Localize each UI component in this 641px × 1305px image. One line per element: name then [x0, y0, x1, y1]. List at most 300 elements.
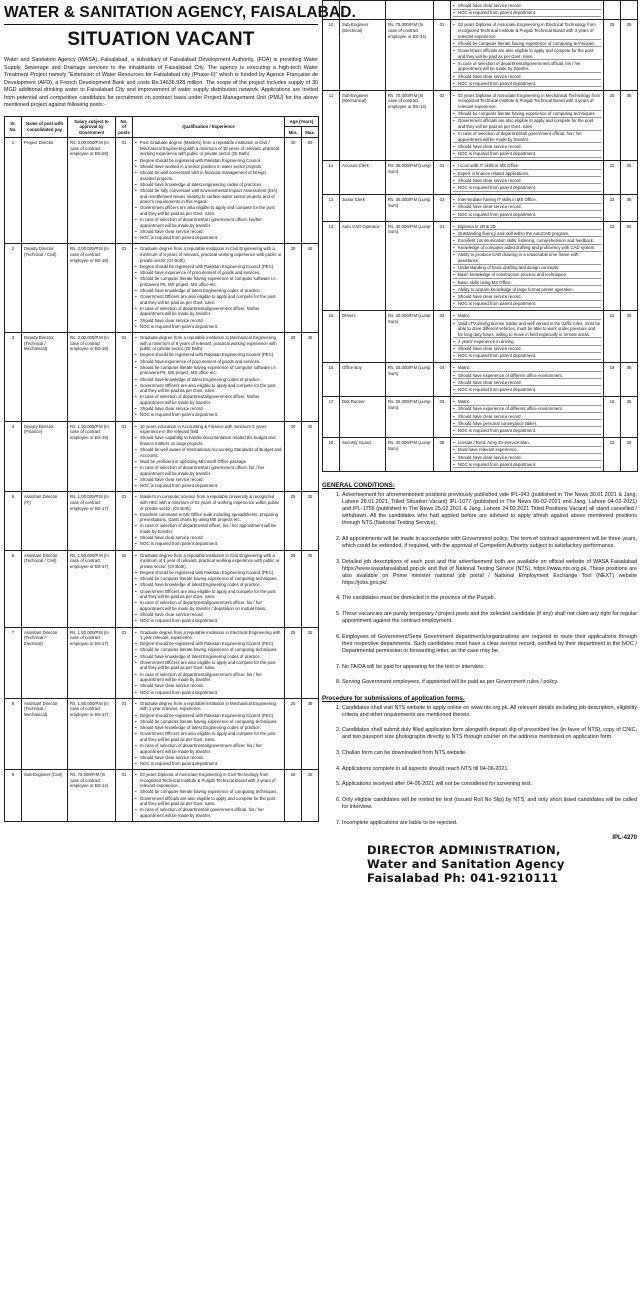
qualification-list: [453, 3, 601, 17]
job-age-max: 35: [621, 90, 638, 161]
footer-line-1: DIRECTOR ADMINISTRATION,: [367, 843, 561, 858]
qualification-item: ▪ NOC is required from parent department.: [453, 151, 601, 158]
job-salary: Rs. 35,000/P.M (Lump Sum): [386, 161, 434, 195]
job-qualification: [133, 770, 285, 822]
job-age-max: 45: [621, 438, 638, 472]
job-posts: 01: [434, 161, 451, 195]
qualification-item: ▪ Intermediate having IT skills in MS Office.: [453, 197, 601, 204]
general-conditions-list: [322, 492, 637, 686]
qualification-item: ▪ Degree should be registered with Pakistan Engineering Council (PEC).: [135, 570, 282, 576]
qualification-item: ▪ Should be computer literate having experience of computing techniques.: [135, 576, 282, 582]
job-post: Auto CAD Operator: [340, 221, 386, 311]
qualification-item: ▪ Basic skills using MS Office.: [453, 280, 601, 287]
job-post: Deputy Director (Finance): [22, 421, 68, 492]
job-posts: 01: [116, 138, 133, 244]
job-salary: Rs. 75,000/P.M (In case of contract employee or BS-14): [386, 20, 434, 91]
qualification-item: ▪ Should have experience of different office environment.: [453, 406, 601, 413]
qualification-item: ▪ In case of selection of departmental / government officer, his/her appointment will be made by transfer.: [135, 217, 282, 228]
job-sr: 4: [5, 421, 22, 492]
qualification-item: ▪ Should have knowledge of latest engineering codes of practices.: [135, 182, 282, 188]
general-condition-item: 7. No TA/DA will be paid for appearing for the test or interview.: [342, 664, 637, 671]
job-posts: 02: [434, 90, 451, 161]
procedure-item: 7. Incomplete applications are liable to be rejected.: [342, 820, 637, 827]
job-sr: 5: [5, 492, 22, 550]
qualification-item: ▪ In case of selection of departmental/government officer, his / her appointment will be made by transfer.: [135, 672, 282, 683]
job-post: [340, 1, 386, 20]
job-row: [5, 698, 319, 769]
qualification-list: [135, 553, 282, 624]
general-condition-item: 5. These vacancies are purely temporary / project posts and the selected candidate (if any) shall not claim any right for regular appointment against the contract employment.: [342, 611, 637, 625]
job-post: Drivers: [340, 311, 386, 363]
qualification-item: ▪ Should have clear service record.: [453, 414, 601, 421]
job-sr: 9: [5, 770, 22, 822]
qualification-item: ▪ Must have relevant experience.: [453, 447, 601, 454]
procedure-item: 3. Challan form can be downloaded from NTS website.: [342, 750, 637, 757]
qualification-item: ▪ Should be well aware of International Accounting Standards of Budget and Accounts.: [135, 447, 282, 458]
qualification-item: ▪ Government officials are also eligible to apply and compete for the post and they will be paid as per Govt. rules.: [453, 48, 601, 60]
qualification-item: ▪ NOC is required from parent department.: [135, 541, 282, 547]
job-sr: 12: [323, 161, 340, 195]
job-post: Sub-Engineer (Electrical): [340, 20, 386, 91]
job-qualification: [451, 438, 604, 472]
qualification-list: [135, 246, 282, 329]
job-salary: [386, 1, 434, 20]
job-row: [323, 363, 638, 397]
job-post: Assistant Director (Technical / Electrical): [22, 627, 68, 698]
qualification-item: ▪ Degree should be registered with Pakistan Engineering Council (PEC).: [135, 264, 282, 270]
qualification-item: ▪ NOC is required from parent department.: [453, 81, 601, 88]
procedure-item: 1. Candidates shall visit NTS website to apply online on www.nts.org.pk. All relevant details including job description, eligibility criteria and other requirements are mentioned therein.: [342, 705, 637, 719]
job-age-max: 35: [302, 492, 319, 550]
job-qualification: [451, 397, 604, 438]
procedure-title: Procedure for submissions of application forms.: [322, 694, 465, 702]
procedure-list: [322, 705, 637, 827]
qualification-item: ▪ Should have knowledge of latest Engineering codes of practice.: [135, 377, 282, 383]
job-age-max: 35: [621, 161, 638, 195]
qualification-list: [135, 335, 282, 418]
job-qualification: [451, 363, 604, 397]
job-age-max: 45: [302, 332, 319, 421]
job-age-max: 35: [302, 550, 319, 627]
general-condition-item: 6. Employees of Government/Semi Government departments/organizations are required to route their applications through their respective departments. Such candidates must have a clear service record, certified by their department in the NOC / Departmental permission or forwarding letter, as the case may be.: [342, 634, 637, 655]
job-salary: Rs. 75,000/P.M (In case of contract employee or BS-14): [68, 770, 116, 822]
qualification-item: ▪ Should have experience of procurement of goods and services.: [135, 270, 282, 276]
job-post: Sub-Engineer (Civil): [22, 770, 68, 822]
qualification-list: [453, 224, 601, 308]
header-age: Age (Years): [285, 116, 319, 127]
job-age-max: 35: [302, 698, 319, 769]
qualification-item: ▪ Degree should be registered with Pakistan Engineering Council (PEC).: [135, 641, 282, 647]
qualification-item: ▪ Ability to acquire knowledge of large format printer operation.: [453, 287, 601, 294]
qualification-list: [135, 701, 282, 767]
qualification-list: [453, 197, 601, 218]
footer-line-2: Water and Sanitation Agency: [367, 857, 565, 872]
job-age-min: 25: [285, 492, 302, 550]
job-qualification: [133, 421, 285, 492]
job-qualification: [451, 311, 604, 363]
qualification-item: ▪ Degree should be registered with Pakistan Engineering Council.: [135, 158, 282, 164]
qualification-item: ▪ Should have clear service record.: [453, 294, 601, 301]
qualification-item: ▪ NOC is required from parent department.: [135, 618, 282, 624]
job-age-min: 22: [604, 221, 621, 311]
jobs-table-right-body: [323, 1, 638, 472]
qualification-item: ▪ NOC is required from parent department.: [135, 235, 282, 241]
job-salary: Rs. 1,50,000/P.M (In case of contract employee or BS-17): [68, 550, 116, 627]
job-age-min: 30: [285, 421, 302, 492]
qualification-list: [135, 630, 282, 696]
job-age-min: [604, 1, 621, 20]
header-posts: No. of posts: [116, 116, 133, 138]
job-qualification: [133, 550, 285, 627]
job-qualification: [451, 195, 604, 222]
job-post: Dak Runner: [340, 397, 386, 438]
qualification-item: ▪ Outstanding fluency and skill within the AutoCAD program.: [453, 231, 601, 238]
qualification-item: ▪ 03 years Diploma of Associate Engineering in Civil Technology from recognized Technical Institute & Punjab Technical Board with 3 years of relevant experience.: [135, 772, 282, 789]
job-qualification: [133, 698, 285, 769]
job-age-max: 35: [621, 363, 638, 397]
qualification-item: ▪ NOC is required from parent department.: [135, 483, 282, 489]
qualification-item: ▪ Should have clear service record.: [135, 535, 282, 541]
qualification-item: ▪ I.Com with IT skills in MS Office.: [453, 163, 601, 170]
qualification-item: ▪ Government Officers are also eligible to apply and compete for the post and they will be paid as per Govt. rules.: [135, 294, 282, 305]
qualification-item: ▪ In case of selection of departmental/government officer, his/her appointment will be made by transfer.: [135, 306, 282, 317]
qualification-item: ▪ 03 years Diploma of Associate Engineering in Mechanical Technology from recognized Technical Institute & Punjab Technical Board with 3 years of relevant experience.: [453, 93, 601, 111]
qualification-item: ▪ Excellent communication skills, listening, comprehension and feedback.: [453, 238, 601, 245]
qualification-item: ▪ Should be fully conversant with Environmental Impact Assessment (EIA) and resettlement issues relating to surface water sector projects and of donor's requirements in this regard.: [135, 188, 282, 205]
qualification-item: ▪ In case of selection of departmental officer, his / her appointment will be made by transfer.: [135, 523, 282, 534]
qualification-item: ▪ Government Officers are also eligible to apply and compete for the post and they will be paid as per Govt. rules.: [135, 660, 282, 671]
qualification-item: ▪ 16 years education in Accounting & Finance with minimum 5 years experience in the relevant field.: [135, 424, 282, 435]
job-post: Deputy Director (Technical / Mechanical): [22, 332, 68, 421]
jobs-table-left-body: [5, 138, 319, 822]
job-age-min: 18: [604, 397, 621, 438]
qualification-list: [453, 313, 601, 360]
general-condition-item: 2. All appointments will be made in accordance with Government policy. The term of contract appointment will be three years, which could be extended, if required, with the approval of Competent Authority subject to satisfactory performance.: [342, 536, 637, 550]
job-qualification: [451, 161, 604, 195]
job-posts: 04: [434, 363, 451, 397]
job-age-min: 25: [604, 20, 621, 91]
qualification-item: ▪ Should have clear service record.: [453, 74, 601, 81]
procedure-item: 5. Applications received after 04-06-2021 will not be considered for screening test.: [342, 781, 637, 788]
situation-vacant-heading: SITUATION VACANT: [67, 29, 255, 50]
footer-contact: [322, 843, 637, 885]
job-age-min: 25: [285, 627, 302, 698]
job-salary: Rs. 1,50,000/P.M (In case of contract employee or BS-17): [68, 627, 116, 698]
header-post: Name of post with consolidated pay: [22, 116, 68, 138]
job-row: [323, 195, 638, 222]
procedure-item: 4. Applications complete in all aspects should reach NTS till 04-06-2021.: [342, 766, 637, 773]
qualification-item: ▪ NOC is required from parent department.: [453, 353, 601, 360]
job-sr: 14: [323, 221, 340, 311]
job-salary: Rs. 25,000/P.M (Lump Sum): [386, 363, 434, 397]
job-sr: [323, 1, 340, 20]
job-row: [323, 438, 638, 472]
qualification-item: ▪ Should be computer literate having experience of computer software i.e. primavera P6, MS project, MS office etc.: [135, 276, 282, 287]
header-qualification: Qualification / Experience: [133, 116, 285, 138]
qualification-list: [453, 365, 601, 393]
qualification-item: ▪ Graduate degree from a reputable institution in Mechanical Engineering with a minimum of 8 years of relevant, practical working experience with public or private sector (Or Both).: [135, 335, 282, 352]
job-qualification: [451, 221, 604, 311]
job-row: [5, 332, 319, 421]
job-row: [5, 627, 319, 698]
qualification-item: ▪ Should be computer literate having experience of computing techniques.: [135, 789, 282, 795]
job-salary: Rs. 30,000/P.M (Lump Sum): [386, 438, 434, 472]
qualification-item: ▪ Should have clear service record.: [453, 3, 601, 10]
job-row: [5, 421, 319, 492]
job-row: [323, 1, 638, 20]
qualification-item: ▪ Ability to produce CAD drawing in a reasonable time frame with assistance.: [453, 252, 601, 264]
qualification-item: ▪ Matric: [453, 399, 601, 406]
qualification-list: [135, 494, 282, 547]
job-posts: 01: [116, 332, 133, 421]
qualification-item: ▪ 2 years' experience in driving.: [453, 339, 601, 346]
intro-paragraph: Water and Sanitation Agency (WASA), Faisalabad, a subsidiary of Faisalabad Development Authority, (FDA) is providing Water Supply, Sewerage and Drainage services to the inhabitants of Faisalabad City. The agency is executing a high-tech Water Treatment Project namely "Extension of Water Resources for Faisalabad city (Phase-II)" which is funded by Agence Française de Development (AFD), a French Development Bank and costs Rs.14636.928 million. The scope of the project includes supply of 30 MGD additional drinking water to Faisalabad City and improvement of water supply distribution network. Applications are invited from potential and competitive candidates for recruitment on contract basis under Project Management Unit (PMU) for the above mentioned project against following posts:-: [4, 57, 318, 108]
header-age-max: Max.: [302, 127, 319, 138]
job-qualification: [133, 244, 285, 333]
qualification-item: ▪ Should be well conversant with in financial management of foreign assisted projects.: [135, 170, 282, 181]
qualification-item: ▪ Should have knowledge of latest Engineering codes of practice.: [135, 582, 282, 588]
qualification-item: ▪ Matric: [453, 365, 601, 372]
job-posts: 01: [116, 421, 133, 492]
qualification-item: ▪ Valid LTV driving license holder and well versed in the traffic rules, must be able to drive different vehicles, must be able to work under pressure and for long duty hours, willing to move in field especially in remote areas.: [453, 321, 601, 339]
job-qualification: [451, 1, 604, 20]
job-row: [5, 550, 319, 627]
job-age-min: 40: [285, 138, 302, 244]
job-posts: 03: [434, 311, 451, 363]
qualification-item: ▪ Graduate degree from a reputable institution in Civil Engineering with a minimum of 1 year of relevant, practical working experience with public or private sector. (Or Both).: [135, 553, 282, 570]
qualification-item: ▪ Expert in finance related applications.: [453, 171, 601, 178]
job-post: Security Guard: [340, 438, 386, 472]
qualification-item: ▪ Should be computer literate having experience of computing techniques.: [453, 111, 601, 118]
job-salary: Rs. 2,00,000/P.M (In case of contract employee or BS-18): [68, 332, 116, 421]
qualification-item: ▪ Should have experience of procurement of goods and services.: [135, 359, 282, 365]
qualification-item: ▪ Should be computer literate having experience of computing techniques.: [135, 647, 282, 653]
job-salary: Rs. 3,00,000/P.M (In case of contract employee or BS-20): [68, 138, 116, 244]
qualification-item: ▪ NOC is required from parent department.: [453, 462, 601, 469]
qualification-item: ▪ Graduate degree from a reputable institution in Mechanical Engineering with 1 year relevant, experience.: [135, 701, 282, 712]
job-post: Sub-Engineer (Mechanical): [340, 90, 386, 161]
job-posts: 01: [116, 770, 133, 822]
qualification-list: [453, 440, 601, 468]
job-qualification: [133, 492, 285, 550]
qualification-item: ▪ Should have clear service record.: [135, 755, 282, 761]
job-post: Assistant Director (IT): [22, 492, 68, 550]
qualification-item: ▪ In case of selection of departmental/government officer, his / her appointment will be made by transfer / deputation on mutual basis.: [135, 600, 282, 611]
job-post: Project Director: [22, 138, 68, 244]
reference-number: IPL-4270: [612, 835, 637, 842]
job-row: [5, 244, 319, 333]
footer-line-3: Faisalabad Ph: 041-9210111: [367, 871, 559, 886]
job-qualification: [451, 20, 604, 91]
job-row: [323, 221, 638, 311]
qualification-item: ▪ Degree should be registered with Pakistan Engineering Council (PEC).: [135, 713, 282, 719]
job-posts: 08: [434, 438, 451, 472]
job-age-min: 18: [604, 363, 621, 397]
qualification-item: ▪ In case of selection of departmental/ government official, his / her appointment will be made by transfer.: [135, 807, 282, 818]
qualification-item: ▪ Should have personal conveyance (Bike).: [453, 421, 601, 428]
job-row: [323, 161, 638, 195]
job-posts: 03: [434, 195, 451, 222]
qualification-item: ▪ Government Officers are also eligible to apply and compete for the post and they will be paid as per Govt. rules.: [135, 731, 282, 742]
qualification-item: ▪ Should have clear service record.: [135, 406, 282, 412]
job-salary: Rs. 40,000/P.M (Lump Sum): [386, 221, 434, 311]
qualification-item: ▪ Degree should be registered with Pakistan Engineering Council (PEC).: [135, 352, 282, 358]
header-sr: Sr. No.: [5, 116, 22, 138]
qualification-item: ▪ NOC is required from parent department.: [453, 428, 601, 435]
qualification-item: ▪ In case of selection of departmental/government officer, his / her appointment will be made by transfer.: [135, 743, 282, 754]
job-age-min: 22: [604, 195, 621, 222]
job-age-min: 30: [285, 244, 302, 333]
jobs-table-right: [322, 0, 638, 472]
job-age-min: 30: [285, 332, 302, 421]
qualification-item: ▪ Post Graduate degree (Masters) from a reputable institution in Civil / Mechanical Engineering with a minimum of 18 years of relevant, practical working experience with public or private sector (Or Both).: [135, 140, 282, 157]
job-age-max: 35: [621, 221, 638, 311]
qualification-item: ▪ Should have clear service record.: [453, 455, 601, 462]
job-sr: 3: [5, 332, 22, 421]
qualification-item: ▪ Master's in computer science from a reputable University & recognized with HEC with a minimum of 02 years of working experience within public or private sector. (Or Both): [135, 494, 282, 511]
job-post: Account Clerk: [340, 161, 386, 195]
qualification-item: ▪ Government officers are also eligible to apply and compete for the post and they will be paid as per Govt. rules.: [135, 205, 282, 216]
job-row: [5, 492, 319, 550]
job-posts: 01: [434, 221, 451, 311]
qualification-item: ▪ 03 years Diploma of Associate Engineering in Electrical Technology from recognized Technical Institute & Punjab Technical Board with 3 years of relevant experience.: [453, 22, 601, 40]
qualification-item: ▪ NOC is required from parent department.: [135, 412, 282, 418]
qualification-item: ▪ Diploma in 2D & 3D: [453, 224, 601, 231]
qualification-item: ▪ NOC is required from parent department.: [453, 212, 601, 219]
job-qualification: [133, 138, 285, 244]
qualification-item: ▪ Graduate degree from a reputable institution in Civil Engineering with a minimum of 8 years of relevant, practical working experience with public or private sector (Or Both).: [135, 246, 282, 263]
qualification-item: ▪ Should have knowledge of latest Engineering codes of practice.: [135, 725, 282, 731]
job-post: Office Boy: [340, 363, 386, 397]
qualification-item: ▪ Should be computer literate having experience of computing techniques.: [453, 41, 601, 48]
job-posts: [434, 1, 451, 20]
job-age-min: 25: [604, 90, 621, 161]
qualification-list: [453, 93, 601, 158]
job-post: Assistant Director (Technical / Mechanical): [22, 698, 68, 769]
qualification-item: ▪ Should have clear service record.: [453, 346, 601, 353]
procedure-item: 2. Candidates shall submit duly filled application form alongwith deposit slip of prescribed fee (in favor of NTS), copy of CNIC, and two passport size photographs directly to NTS through courier on the address mentioned on application form.: [342, 727, 637, 741]
job-posts: 01: [116, 244, 133, 333]
qualification-list: [135, 424, 282, 489]
qualification-item: ▪ Knowledge of computer aided drafting and proficiency with CAD system.: [453, 245, 601, 252]
qualification-item: ▪ Should have clear service record.: [453, 178, 601, 185]
job-sr: 11: [323, 90, 340, 161]
qualification-item: ▪ Should have clear service record.: [135, 477, 282, 483]
qualification-list: [135, 772, 282, 819]
job-salary: Rs. 75,000/P.M (In case of contract employee or BS-14): [386, 90, 434, 161]
general-condition-item: 8. Serving Government employees, if appointed will be paid as per Government rules / policy.: [342, 679, 637, 686]
qualification-item: ▪ Should be computer literate having experience of computer software i.e. primavera P6, MS project, MS office etc.: [135, 365, 282, 376]
org-title: WATER & SANITATION AGENCY, FAISALABAD.: [4, 4, 318, 25]
qualification-item: ▪ In case of selection of departmental / government officer, his / her appointment will be made by transfer.: [135, 465, 282, 476]
qualification-item: ▪ Should have capability to handle documentation related the budget and finance matters on large projects.: [135, 435, 282, 446]
general-condition-item: 3. Detailed job descriptions of each post and this advertisement both are available on official website of WASA Faisalabad https://www.wasafaisalabad.gop.pk and that of National Testing Service (NTS), https://www.nts.org.pk. These positions are also available on Prime minister national job portal / National Employment Exchange Tool (NEXT) website https://jobs.gov.pk/.: [342, 559, 637, 587]
job-posts: 01: [116, 627, 133, 698]
job-age-min: 25: [285, 698, 302, 769]
qualification-item: ▪ Literate / Retd. Army Ex-Service Man.: [453, 440, 601, 447]
qualification-item: ▪ Government officials are also eligible to apply and compete for the post and they will be paid as per Govt. rules.: [135, 796, 282, 807]
qualification-item: ▪ Should have clear service record.: [453, 380, 601, 387]
job-row: [5, 138, 319, 244]
job-age-min: 22: [604, 161, 621, 195]
job-age-max: 45: [302, 244, 319, 333]
qualification-item: ▪ In case of selection of departmental/government officer, his/her appointment will be made by transfer.: [135, 394, 282, 405]
job-row: [323, 397, 638, 438]
job-post: Deputy Director (Technical / Civil): [22, 244, 68, 333]
header-age-min: Min.: [285, 127, 302, 138]
qualification-item: ▪ In case of selection of departmental/government official, his / her appointment will be made by transfer.: [453, 61, 601, 73]
qualification-item: ▪ NOC is required from parent department.: [135, 690, 282, 696]
job-sr: 13: [323, 195, 340, 222]
qualification-list: [453, 163, 601, 191]
qualification-item: ▪ Should have clear service record.: [453, 204, 601, 211]
qualification-item: ▪ Should have clear service record.: [135, 612, 282, 618]
qualification-item: ▪ NOC is required from parent department.: [135, 324, 282, 330]
job-sr: 8: [5, 698, 22, 769]
qualification-list: [453, 22, 601, 87]
qualification-item: ▪ Should be computer literate having experience of computing techniques.: [135, 719, 282, 725]
qualification-list: [135, 140, 282, 240]
job-sr: 16: [323, 363, 340, 397]
qualification-item: ▪ Graduate degree from a reputable institution in Electrical Engineering with 1 year relevant, experience.: [135, 630, 282, 641]
job-row: [323, 90, 638, 161]
qualification-item: ▪ Should have knowledge of latest Engineering codes of practice.: [135, 654, 282, 660]
job-age-max: 35: [621, 20, 638, 91]
job-row: [5, 770, 319, 822]
qualification-item: ▪ NOC is required from parent department.: [135, 761, 282, 767]
job-posts: 02: [434, 397, 451, 438]
qualification-item: ▪ Should have clear service record.: [135, 683, 282, 689]
qualification-item: ▪ Should have experience of different office environment.: [453, 373, 601, 380]
qualification-item: ▪ Should have worked in a senior position in water sector projects.: [135, 164, 282, 170]
job-posts: 02: [116, 550, 133, 627]
job-sr: 2: [5, 244, 22, 333]
general-conditions-title: GENERAL CONDITIONS:: [322, 481, 395, 489]
qualification-item: ▪ Should have clear service record.: [135, 318, 282, 324]
job-qualification: [133, 627, 285, 698]
job-sr: 10: [323, 20, 340, 91]
qualification-item: ▪ Government officials are also eligible to apply and compete for the post and they will be paid as per Govt. rules.: [453, 118, 601, 130]
job-age-min: 22: [604, 311, 621, 363]
qualification-item: ▪ Basic knowledge of construction process and techniques.: [453, 272, 601, 279]
general-condition-item: 1. Advertisement for aforementioned positions previously published vide IPL-943 (published in The News 30.01.2021 & Jang, Lahore 28.01.2021, Titled Situation Vacant) IPL-1077 (published in The News 06-02-2021 and Jang, Lahore 04-02-2021) and IPL-1756 (published in The News 25.02.2021 & Jang, Lahore 24.02.2021 Titled Positions Vacant) all stand cancelled / withdrawn. All the candidates who had applied before are advised to apply afresh against above mentioned positions through NTS (National Testing Service).: [342, 492, 637, 527]
job-salary: Rs. 2,00,000/P.M (In case of contract employee or BS-18): [68, 244, 116, 333]
job-age-max: 35: [621, 397, 638, 438]
job-age-min: 22: [604, 438, 621, 472]
job-posts: 01: [116, 698, 133, 769]
job-row: [323, 20, 638, 91]
qualification-item: ▪ In case of selection of departmental/ government official, his / her appointment will be made by transfer.: [453, 131, 601, 143]
job-age-max: 60: [302, 138, 319, 244]
job-sr: 18: [323, 438, 340, 472]
job-sr: 15: [323, 311, 340, 363]
job-posts: 01: [434, 20, 451, 91]
procedure-item: 6. Only eligible candidates will be invited for test (issued Roll No Slip) by NTS, and only short listed candidates will be called for interview.: [342, 797, 637, 811]
qualification-item: ▪ Understanding of basic drafting and design concepts.: [453, 265, 601, 272]
job-age-max: 45: [302, 421, 319, 492]
job-qualification: [133, 332, 285, 421]
qualification-item: ▪ NOC is required from parent department.: [453, 10, 601, 17]
job-salary: Rs. 1,00,000/P.M (In case of contract employee or BS-17): [68, 492, 116, 550]
job-age-min: 25: [285, 770, 302, 822]
header-salary: Salary subject to approval by Government: [68, 116, 116, 138]
qualification-item: ▪ Excellent command in MS Office suite including spreadsheets, preparing presentations, Gantt charts by using MS projects etc.: [135, 512, 282, 523]
job-sr: 17: [323, 397, 340, 438]
qualification-item: ▪ NOC is required from parent department.: [453, 387, 601, 394]
job-salary: Rs. 25,000/P.M (Lump Sum): [386, 397, 434, 438]
job-qualification: [451, 90, 604, 161]
job-age-max: 35: [302, 770, 319, 822]
